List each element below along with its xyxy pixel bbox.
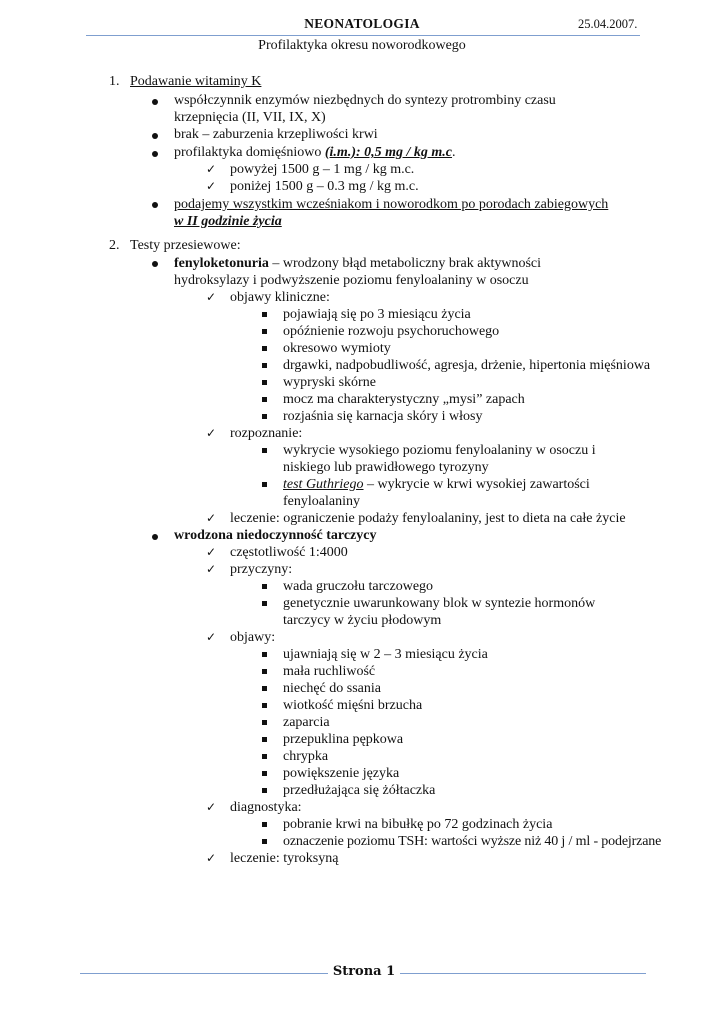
check-mark-icon: ✓ [206, 800, 217, 814]
check-mark-icon: ✓ [206, 511, 217, 525]
bullet-disc-icon [152, 151, 158, 157]
sub-item: drgawki, nadpobudliwość, agresja, drżenie, hipertonia mięśniowa [283, 358, 651, 373]
footer-divider-left [80, 973, 328, 974]
sub-item: rozjaśnia się karnacja skóry i włosy [283, 409, 483, 424]
check-item: diagnostyka: [230, 800, 302, 815]
sub-item: zaparcia [283, 715, 330, 730]
list-item [174, 144, 456, 161]
sub-item: mała ruchliwość [283, 664, 376, 679]
sub-item: mocz ma charakterystyczny „mysi” zapach [283, 392, 525, 407]
check-mark-icon: ✓ [206, 562, 217, 576]
sub-item: wiotkość mięśni brzucha [283, 698, 423, 713]
bullet-square-icon [262, 584, 267, 589]
sub-item: wada gruczołu tarczowego [283, 579, 434, 594]
check-item: częstotliwość 1:4000 [230, 545, 348, 560]
bullet-square-icon [262, 312, 267, 317]
check-mark-icon: ✓ [206, 290, 217, 304]
sub-item: pobranie krwi na bibułkę po 72 godzinach życia [283, 817, 553, 832]
list-item-text: profilaktyka domięśniowo [174, 145, 325, 160]
guthrie-test-term: test Guthriego [283, 477, 364, 492]
document-subtitle: Profilaktyka okresu noworodkowego [258, 38, 466, 53]
bullet-square-icon [262, 771, 267, 776]
check-mark-icon: ✓ [206, 426, 217, 440]
bullet-square-icon [262, 652, 267, 657]
bullet-disc-icon [152, 202, 158, 208]
bullet-square-icon [262, 754, 267, 759]
check-item: leczenie: ograniczenie podaży fenyloalaniny, jest to dieta na całe życie [230, 511, 626, 526]
sub-item: chrypka [283, 749, 329, 764]
bullet-disc-icon [152, 133, 158, 139]
footer-divider-right [400, 973, 646, 974]
check-mark-icon: ✓ [206, 179, 217, 193]
bullet-square-icon [262, 346, 267, 351]
sub-item: opóźnienie rozwoju psychoruchowego [283, 324, 500, 339]
list-item-continuation: hydroksylazy i podwyższenie poziomu fenyloalaniny w osoczu [174, 273, 529, 288]
bullet-square-icon [262, 720, 267, 725]
sub-item-continuation: niskiego lub prawidłowego tyrozyny [283, 460, 489, 475]
list-item: współczynnik enzymów niezbędnych do syntezy protrombiny czasu [174, 93, 556, 108]
bullet-square-icon [262, 737, 267, 742]
bullet-square-icon [262, 686, 267, 691]
list-item-emphasis: w II godzinie życia [174, 214, 282, 229]
bullet-square-icon [262, 363, 267, 368]
check-item: objawy: [230, 630, 276, 645]
sub-item: wykrycie wysokiego poziomu fenyloalaniny w osoczu i [283, 443, 596, 458]
page-number: Strona 1 [332, 964, 396, 979]
bullet-square-icon [262, 788, 267, 793]
sub-item-continuation: tarczycy w życiu płodowym [283, 613, 442, 628]
guthrie-test-description: – wykrycie w krwi wysokiej zawartości [363, 477, 590, 492]
sub-item-continuation: fenyloalaniny [283, 494, 360, 509]
bullet-square-icon [262, 601, 267, 606]
sub-item: przepuklina pępkowa [283, 732, 404, 747]
term-hypothyroidism: wrodzona niedoczynność tarczycy [174, 528, 377, 543]
bullet-square-icon [262, 839, 267, 844]
check-item: poniżej 1500 g – 0.3 mg / kg m.c. [230, 179, 419, 194]
document-title: NEONATOLOGIA [304, 16, 420, 31]
bullet-square-icon [262, 669, 267, 674]
sub-item: ujawniają się w 2 – 3 miesiącu życia [283, 647, 488, 662]
bullet-square-icon [262, 380, 267, 385]
document-date: 25.04.2007. [578, 17, 638, 31]
sub-item: okresowo wymioty [283, 341, 391, 356]
sub-item: powiększenie języka [283, 766, 400, 781]
list-item [174, 255, 541, 272]
sub-item: pojawiają się po 3 miesiącu życia [283, 307, 471, 322]
section-heading: Testy przesiewowe: [130, 238, 241, 253]
check-mark-icon: ✓ [206, 545, 217, 559]
term-description: – wrodzony błąd metaboliczny brak aktywności [268, 256, 542, 271]
dose-emphasis: (i.m.): 0,5 mg / kg m.c [324, 145, 453, 160]
list-item-end: . [452, 145, 456, 160]
sub-item: oznaczenie poziomu TSH: wartości wyższe niż 40 j / ml - podejrzane [283, 834, 662, 849]
section-number: 1. [109, 74, 120, 89]
sub-item: niechęć do ssania [283, 681, 381, 696]
check-item: objawy kliniczne: [230, 290, 330, 305]
check-mark-icon: ✓ [206, 162, 217, 176]
section-heading: Podawanie witaminy K [130, 74, 262, 89]
bullet-square-icon [262, 448, 267, 453]
list-item-continuation: krzepnięcia (II, VII, IX, X) [174, 110, 326, 125]
check-item: rozpoznanie: [230, 426, 303, 441]
check-item: przyczyny: [230, 562, 293, 577]
check-item: powyżej 1500 g – 1 mg / kg m.c. [230, 162, 415, 177]
bullet-square-icon [262, 482, 267, 487]
term-fenyloketonuria: fenyloketonuria [174, 256, 269, 271]
check-mark-icon: ✓ [206, 630, 217, 644]
bullet-disc-icon [152, 261, 158, 267]
list-item: podajemy wszystkim wcześniakom i noworodkom po porodach zabiegowych [174, 197, 609, 212]
sub-item [283, 476, 590, 493]
list-item: brak – zaburzenia krzepliwości krwi [174, 127, 378, 142]
bullet-square-icon [262, 397, 267, 402]
bullet-square-icon [262, 414, 267, 419]
bullet-square-icon [262, 703, 267, 708]
bullet-disc-icon [152, 534, 158, 540]
bullet-square-icon [262, 822, 267, 827]
bullet-disc-icon [152, 99, 158, 105]
sub-item: wypryski skórne [283, 375, 376, 390]
sub-item: genetycznie uwarunkowany blok w syntezie hormonów [283, 596, 596, 611]
check-mark-icon: ✓ [206, 851, 217, 865]
section-number: 2. [109, 238, 120, 253]
bullet-square-icon [262, 329, 267, 334]
sub-item: przedłużająca się żółtaczka [283, 783, 436, 798]
check-item: leczenie: tyroksyną [230, 851, 339, 866]
header-divider [86, 35, 640, 36]
